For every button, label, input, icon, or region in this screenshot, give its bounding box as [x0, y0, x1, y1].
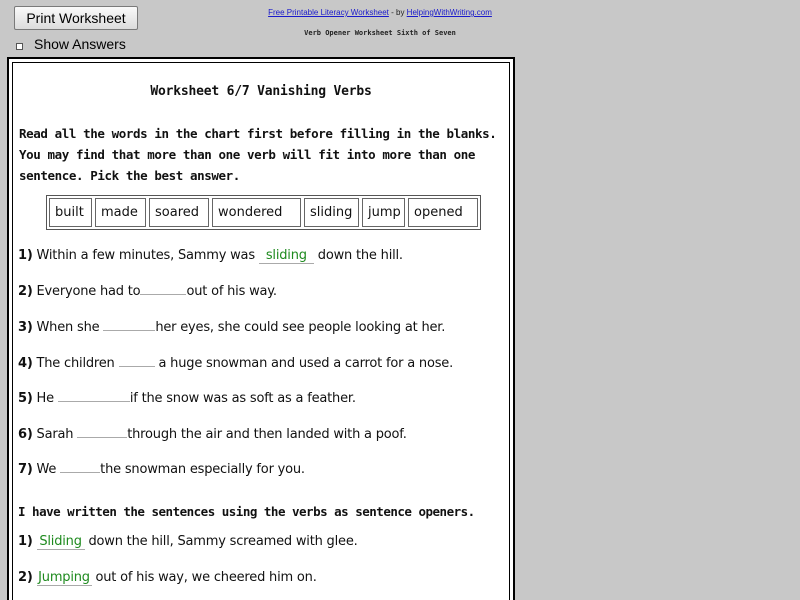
show-answers-checkbox[interactable] — [16, 43, 23, 50]
sentence-row — [18, 391, 356, 406]
worksheet-title: Worksheet 6/7 Vanishing Verbs — [150, 84, 372, 99]
sentence-text: down the hill. — [317, 248, 403, 263]
sentence-text: through the air and then landed with a poof. — [127, 427, 407, 442]
worksheet-panel — [7, 57, 515, 600]
word-bank-cell: jump — [362, 198, 405, 227]
show-answers-toggle[interactable] — [16, 36, 126, 52]
sentence-number: 1) — [18, 534, 33, 549]
free-worksheet-link[interactable]: Free Printable Literacy Worksheet — [268, 8, 389, 17]
answer-blank[interactable]: Sliding — [37, 534, 85, 550]
sentence-text: He — [36, 391, 54, 406]
sentence-text: Within a few minutes, Sammy was — [36, 248, 255, 263]
answer-blank[interactable] — [60, 472, 100, 473]
sentence-text: down the hill, Sammy screamed with glee. — [88, 534, 358, 549]
sentence-row — [18, 248, 403, 264]
word-bank-cell: soared — [149, 198, 209, 227]
sentence-row — [18, 427, 407, 442]
word-bank-cell: made — [95, 198, 146, 227]
word-bank-cell: sliding — [304, 198, 359, 227]
answer-blank[interactable] — [119, 366, 155, 367]
sentence-number: 3) — [18, 320, 33, 335]
sentence-number: 2) — [18, 284, 33, 299]
sentence-text: if the snow was as soft as a feather. — [129, 391, 356, 406]
sentence-text: the snowman especially for you. — [100, 462, 305, 477]
opener-row — [18, 534, 358, 550]
answer-blank[interactable] — [77, 437, 127, 438]
sentence-row — [18, 462, 305, 477]
sentence-number: 7) — [18, 462, 33, 477]
answer-blank[interactable] — [103, 330, 155, 331]
sentence-row — [18, 356, 453, 371]
sentence-text: Sarah — [36, 427, 74, 442]
word-bank-cell: opened — [408, 198, 478, 227]
sentence-text: out of his way. — [186, 284, 277, 299]
answer-blank[interactable]: Jumping — [38, 570, 90, 585]
sentence-text: Everyone had to — [36, 284, 141, 299]
sentence-row — [18, 320, 445, 335]
sentence-number: 5) — [18, 391, 33, 406]
instructions: Read all the words in the chart first before filling in the blanks. You may find that more than one verb will fit into more than one sentence. Pick the best answer. — [19, 126, 497, 183]
answer-blank[interactable]: sliding — [259, 248, 314, 264]
sentence-text: a huge snowman and used a carrot for a nose. — [158, 356, 454, 371]
sentence-number: 4) — [18, 356, 33, 371]
header-credits — [220, 8, 540, 17]
sentence-row — [18, 284, 277, 299]
opener-row — [18, 570, 317, 586]
show-answers-label: Show Answers — [34, 36, 126, 52]
sentence-text: The children — [36, 356, 115, 371]
answer-blank[interactable] — [140, 294, 186, 295]
answer-blank[interactable] — [58, 401, 130, 402]
worksheet-inner-border — [12, 62, 510, 600]
word-bank — [46, 195, 481, 230]
site-link[interactable]: HelpingWithWriting.com — [406, 8, 492, 17]
sentence-text: her eyes, she could see people looking at her. — [155, 320, 446, 335]
sentence-text: When she — [36, 320, 100, 335]
sentence-text: out of his way, we cheered him on. — [95, 570, 317, 585]
sentence-number: 1) — [18, 248, 33, 263]
sentence-number: 6) — [18, 427, 33, 442]
worksheet-subtitle: Verb Opener Worksheet Sixth of Seven — [304, 29, 456, 37]
sentence-number: 2) — [18, 570, 33, 585]
sentence-text: We — [36, 462, 57, 477]
word-bank-cell: wondered — [212, 198, 301, 227]
print-worksheet-button[interactable]: Print Worksheet — [14, 6, 138, 30]
by-text: - by — [388, 8, 407, 17]
openers-heading: I have written the sentences using the verbs as sentence openers. — [18, 504, 475, 519]
word-bank-cell: built — [49, 198, 92, 227]
